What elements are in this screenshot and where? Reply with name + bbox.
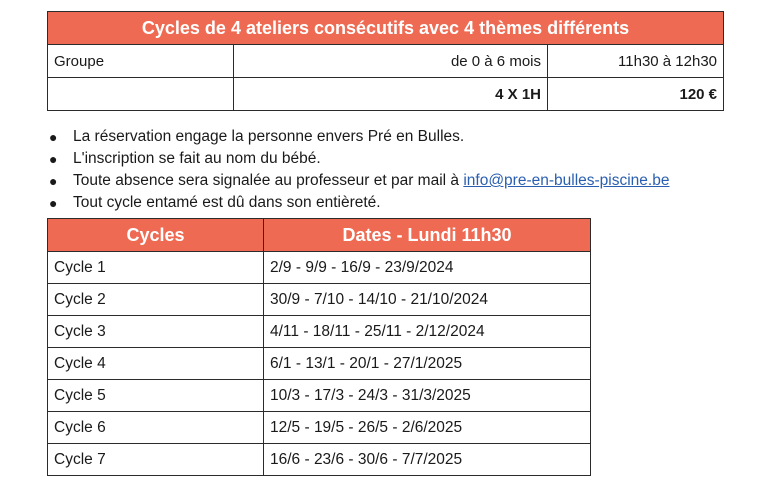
cycle-dates: 10/3 - 17/3 - 24/3 - 31/3/2025 bbox=[264, 380, 591, 412]
email-link[interactable]: info@pre-en-bulles-piscine.be bbox=[463, 172, 670, 189]
bullet-icon: ● bbox=[49, 129, 58, 145]
pricing-price-row bbox=[48, 78, 724, 111]
cycle-dates: 12/5 - 19/5 - 26/5 - 2/6/2025 bbox=[264, 412, 591, 444]
list-item bbox=[47, 148, 747, 170]
cycle-dates: 16/6 - 23/6 - 30/6 - 7/7/2025 bbox=[264, 444, 591, 476]
cycle-name: Cycle 4 bbox=[48, 348, 264, 380]
cycles-table bbox=[47, 218, 591, 476]
note-text: L'inscription se fait au nom du bébé. bbox=[73, 150, 321, 167]
session-count: 4 X 1H bbox=[234, 78, 548, 111]
list-item bbox=[47, 170, 747, 192]
cycle-dates: 30/9 - 7/10 - 14/10 - 21/10/2024 bbox=[264, 284, 591, 316]
note-text: Toute absence sera signalée au professeur et par mail à bbox=[73, 172, 464, 189]
age-range: de 0 à 6 mois bbox=[234, 45, 548, 78]
cycle-name: Cycle 7 bbox=[48, 444, 264, 476]
conditions-list bbox=[47, 126, 747, 214]
table-row bbox=[48, 252, 591, 284]
table-row bbox=[48, 412, 591, 444]
table-row bbox=[48, 380, 591, 412]
column-header-cycles: Cycles bbox=[48, 219, 264, 252]
table-row bbox=[48, 348, 591, 380]
bullet-icon: ● bbox=[49, 173, 58, 189]
cycle-dates: 4/11 - 18/11 - 25/11 - 2/12/2024 bbox=[264, 316, 591, 348]
list-item bbox=[47, 126, 747, 148]
pricing-title-row bbox=[48, 12, 724, 45]
pricing-group-row bbox=[48, 45, 724, 78]
cycle-name: Cycle 3 bbox=[48, 316, 264, 348]
cycle-dates: 2/9 - 9/9 - 16/9 - 23/9/2024 bbox=[264, 252, 591, 284]
column-header-dates: Dates - Lundi 11h30 bbox=[264, 219, 591, 252]
price: 120 € bbox=[548, 78, 724, 111]
table-row bbox=[48, 444, 591, 476]
cycles-header-row bbox=[48, 219, 591, 252]
cycle-name: Cycle 1 bbox=[48, 252, 264, 284]
cycle-name: Cycle 5 bbox=[48, 380, 264, 412]
cycle-name: Cycle 6 bbox=[48, 412, 264, 444]
bullet-icon: ● bbox=[49, 195, 58, 211]
pricing-table bbox=[47, 11, 724, 111]
bullet-icon: ● bbox=[49, 151, 58, 167]
group-label: Groupe bbox=[48, 45, 234, 78]
cycle-dates: 6/1 - 13/1 - 20/1 - 27/1/2025 bbox=[264, 348, 591, 380]
table-row bbox=[48, 316, 591, 348]
time-slot: 11h30 à 12h30 bbox=[548, 45, 724, 78]
empty-cell bbox=[48, 78, 234, 111]
note-text: La réservation engage la personne envers Pré en Bulles. bbox=[73, 128, 465, 145]
table-row bbox=[48, 284, 591, 316]
list-item bbox=[47, 192, 747, 214]
note-text: Tout cycle entamé est dû dans son entièreté. bbox=[73, 194, 381, 211]
pricing-title: Cycles de 4 ateliers consécutifs avec 4 thèmes différents bbox=[48, 12, 724, 45]
cycle-name: Cycle 2 bbox=[48, 284, 264, 316]
